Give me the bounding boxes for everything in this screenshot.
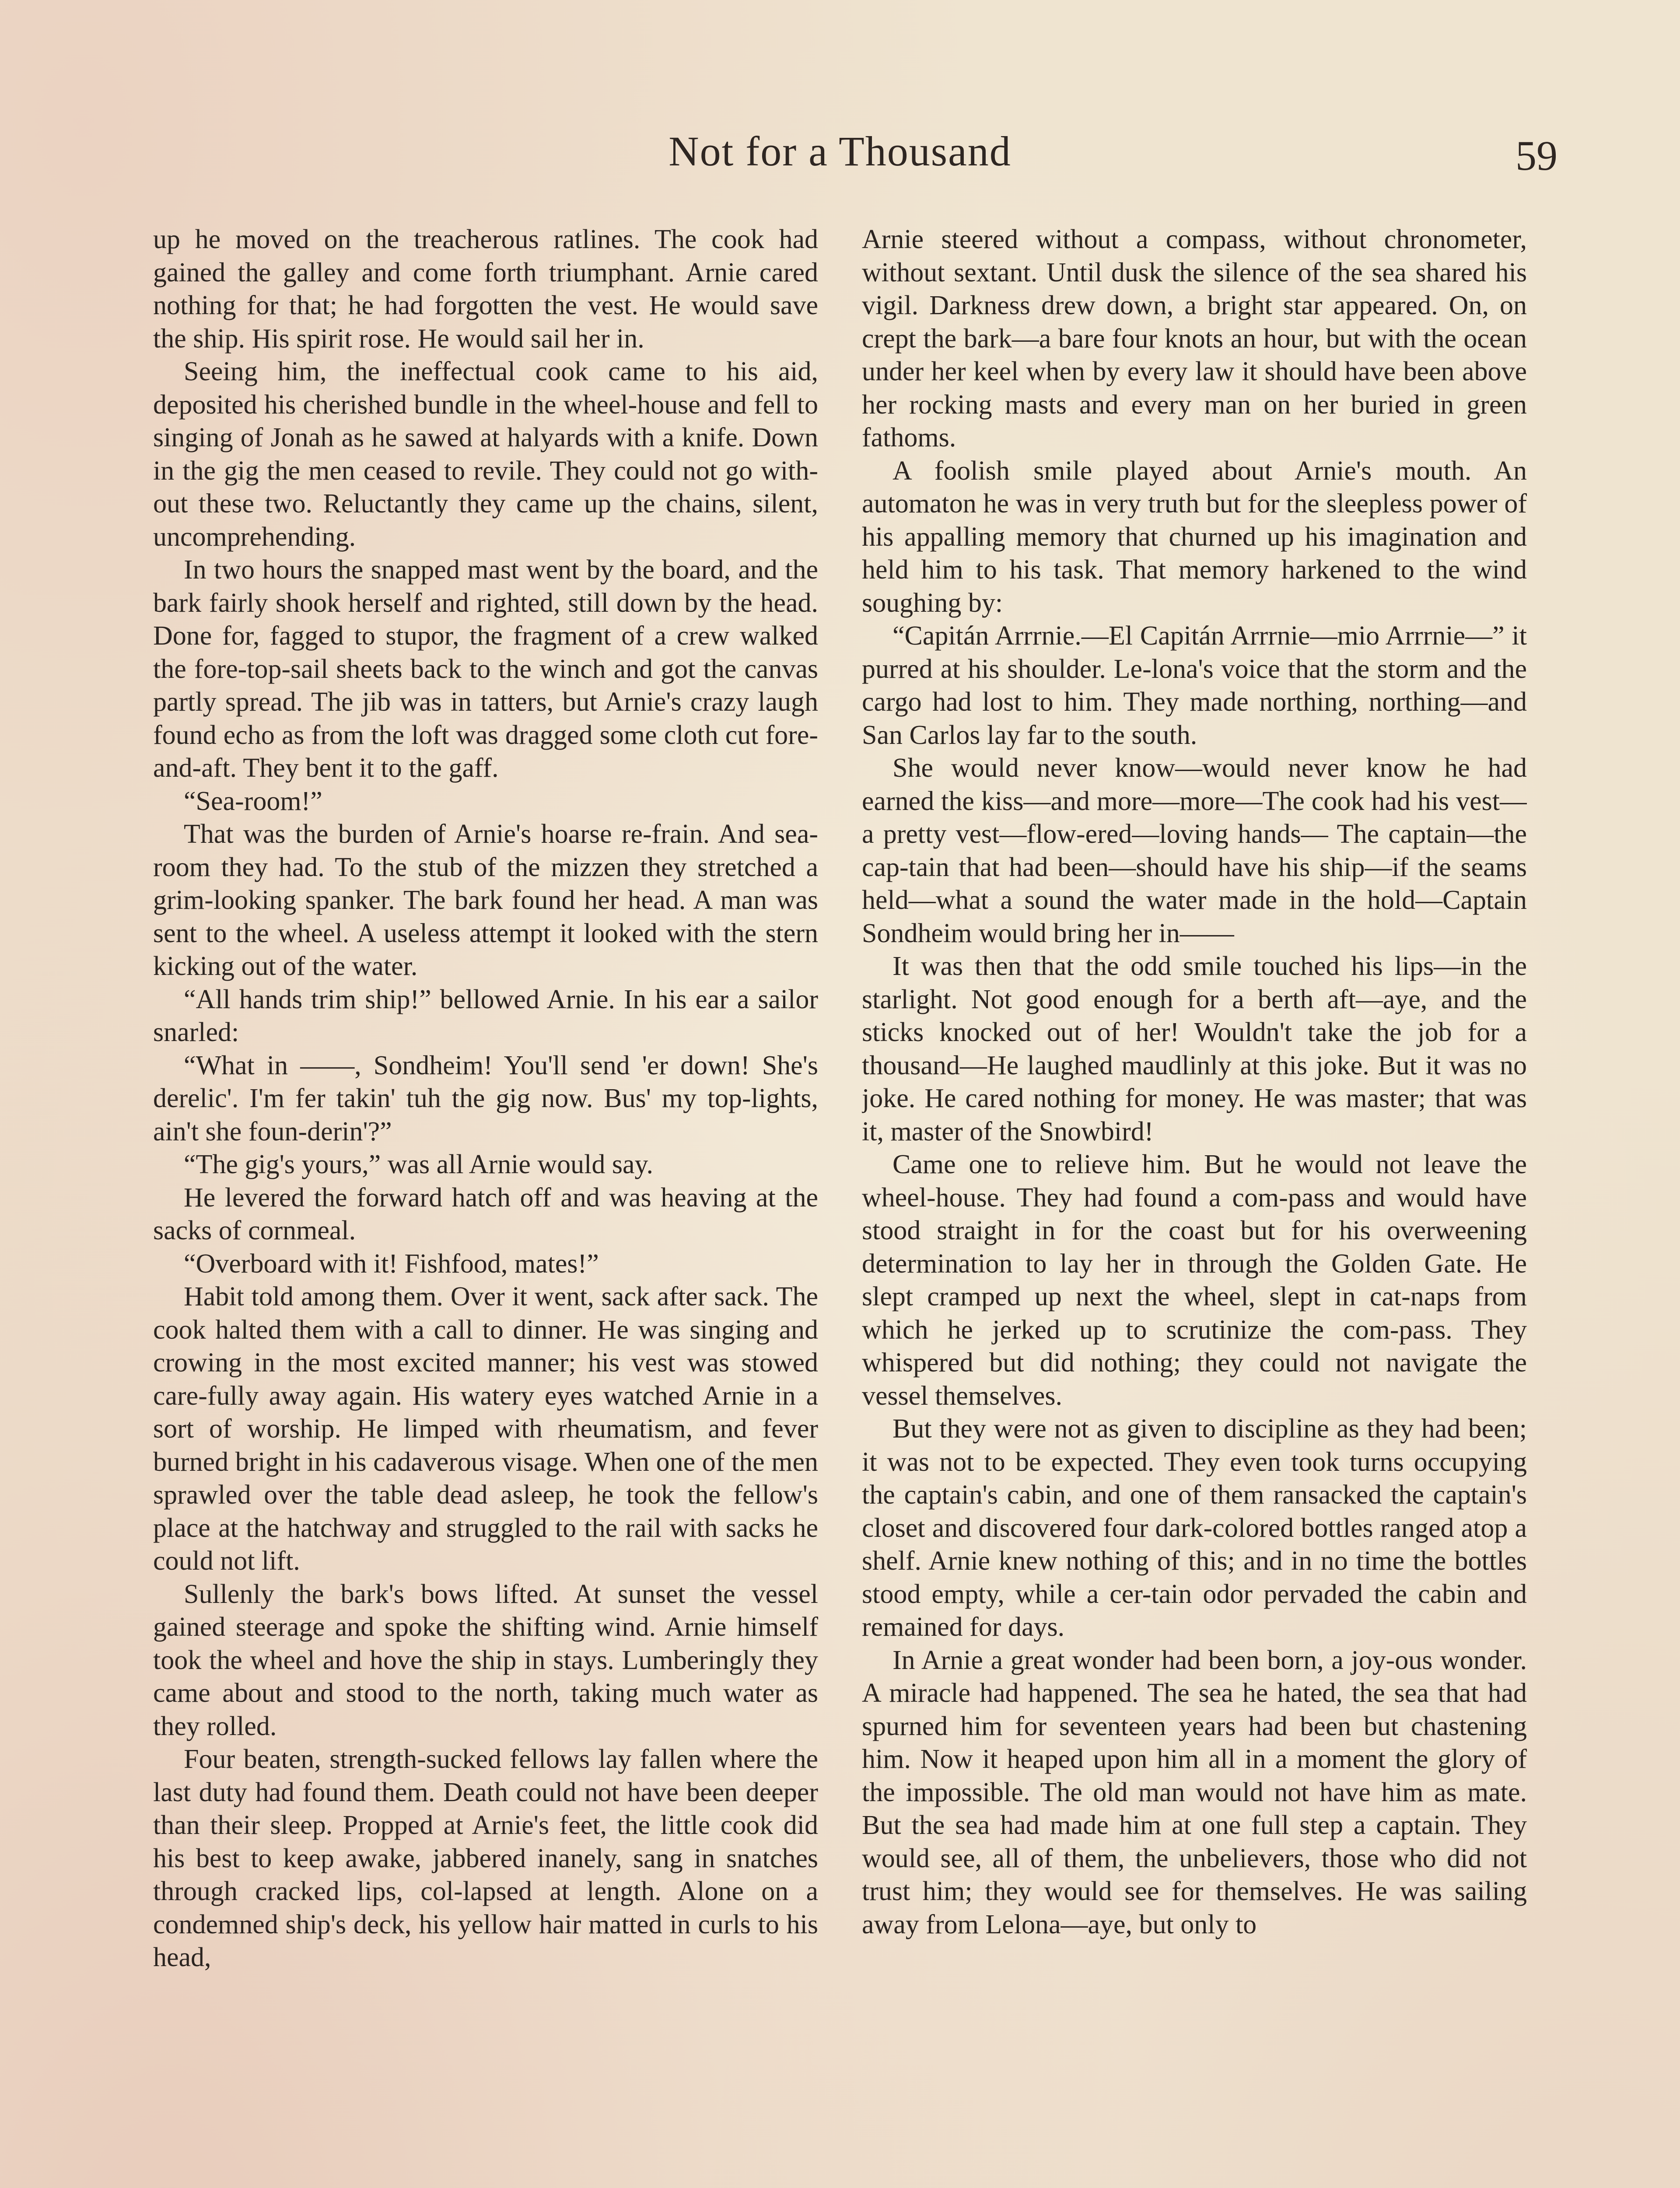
paragraph: “What in ——, Sondheim! You'll send 'er down! She's derelic'. I'm fer takin' tuh the gig now. Bus' my top-lights, ain't she foun-derin'?” <box>153 1050 818 1147</box>
right-column <box>862 223 1527 2188</box>
paragraph: “Sea-room!” <box>184 786 322 816</box>
page-title: Not for a Thousand <box>668 128 1012 175</box>
paragraph: He levered the forward hatch off and was heaving at the sacks of cornmeal. <box>153 1182 818 1245</box>
page-number: 59 <box>1516 132 1558 179</box>
left-column <box>153 223 818 2188</box>
paragraph: A foolish smile played about Arnie's mouth. An automaton he was in very truth but for the sleepless power of his appalling memory that churned up his imagination and held him to his task. That memory harkened to the wind soughing by: <box>862 456 1527 618</box>
paragraph: “Overboard with it! Fishfood, mates!” <box>184 1248 599 1279</box>
paragraph: But they were not as given to discipline as they had been; it was not to be expected. They even took turns occupying the captain's cabin, and one of them ransacked the captain's closet and discovered four dark-colored bottles ranged atop a shelf. Arnie knew nothing of this; and in no time the bottles stood empty, while a cer-tain odor pervaded the cabin and remained for days. <box>862 1414 1527 1642</box>
paragraph: “The gig's yours,” was all Arnie would say. <box>184 1150 653 1179</box>
paragraph: Habit told among them. Over it went, sack after sack. The cook halted them with a call to dinner. He was singing and crowing in the most excited manner; his vest was stowed care-fully away again. His watery eyes watched Arnie in a sort of worship. He limped with rheumatism, and fever burned bright in his cadaverous visage. When one of the men sprawled over the table dead asleep, he took the fellow's place at the hatchway and struggled to the rail with sacks he could not lift. <box>153 1282 818 1576</box>
paragraph: In two hours the snapped mast went by the board, and the bark fairly shook herself and righted, still down by the head. Done for, fagged to stupor, the fragment of a crew walked the fore-top-sail sheets back to the winch and got the canvas partly spread. The jib was in tatters, but Arnie's crazy laugh found echo as from the loft was dragged some cloth cut fore-and-aft. They bent it to the gaff. <box>153 555 818 783</box>
paragraph: It was then that the odd smile touched his lips—in the starlight. Not good enough for a berth aft—aye, and the sticks knocked out of her! Wouldn't take the job for a thousand—He laughed maudlinly at this joke. But it was no joke. He cared nothing for money. He was master; that was it, master of the Snowbird! <box>862 951 1527 1147</box>
paragraph: She would never know—would never know he had earned the kiss—and more—more—The cook had his vest—a pretty vest—flow-ered—loving hands— The captain—the cap-tain that had been—should have his ship—if the seams held—what a sound the water made in the hold—Captain Sondheim would bring her in—— <box>862 753 1527 948</box>
paragraph: In Arnie a great wonder had been born, a joy-ous wonder. A miracle had happened. The sea he hated, the sea that had spurned him for seventeen years had been but chastening him. Now it heaped upon him all in a moment the glory of the impossible. The old man would not have him as mate. But the sea had made him at one full step a captain. They would see, all of them, the unbelievers, those who did not trust him; they would see for themselves. He was sailing away from Lelona—aye, but only to <box>862 1645 1527 1939</box>
paragraph: “Capitán Arrrnie.—El Capitán Arrrnie—mio Arrrnie—” it purred at his shoulder. Le-lona's voice that the storm and the cargo had lost to him. They made northing, northing—and San Carlos lay far to the south. <box>862 621 1527 750</box>
paragraph: That was the burden of Arnie's hoarse re-frain. And sea-room they had. To the stub of the mizzen they stretched a grim-looking spanker. The bark found her head. A man was sent to the wheel. A useless attempt it looked with the stern kicking out of the water. <box>153 819 818 981</box>
paragraph: Four beaten, strength-sucked fellows lay fallen where the last duty had found them. Death could not have been deeper than their sleep. Propped at Arnie's feet, the little cook did his best to keep awake, jabbered inanely, sang in snatches through cracked lips, col-lapsed at length. Alone on a condemned ship's deck, his yellow hair matted in curls to his head, <box>153 1744 818 1972</box>
paragraph: Came one to relieve him. But he would not leave the wheel-house. They had found a com-pass and would have stood straight in for the coast but for his overweening determination to lay her in through the Golden Gate. He slept cramped up next the wheel, slept in cat-naps from which he jerked up to scrutinize the com-pass. They whispered but did nothing; they could not navigate the vessel themselves. <box>862 1150 1527 1411</box>
paragraph: Sullenly the bark's bows lifted. At sunset the vessel gained steerage and spoke the shifting wind. Arnie himself took the wheel and hove the ship in stays. Lumberingly they came about and stood to the north, taking much water as they rolled. <box>153 1579 818 1741</box>
paragraph: up he moved on the treacherous ratlines. The cook had gained the galley and come forth triumphant. Arnie cared nothing for that; he had forgotten the vest. He would save the ship. His spirit rose. He would sail her in. <box>153 224 818 354</box>
paragraph: “All hands trim ship!” bellowed Arnie. In his ear a sailor snarled: <box>153 984 818 1047</box>
paragraph: Arnie steered without a compass, without chronometer, without sextant. Until dusk the silence of the sea shared his vigil. Darkness drew down, a bright star appeared. On, on crept the bark—a bare four knots an hour, but with the ocean under her keel when by every law it should have been above her rocking masts and every man on her buried in green fathoms. <box>862 224 1527 452</box>
paragraph: Seeing him, the ineffectual cook came to his aid, deposited his cherished bundle in the wheel-house and fell to singing of Jonah as he sawed at halyards with a knife. Down in the gig the men ceased to revile. They could not go with-out these two. Reluctantly they came up the chains, silent, uncomprehending. <box>153 357 818 552</box>
